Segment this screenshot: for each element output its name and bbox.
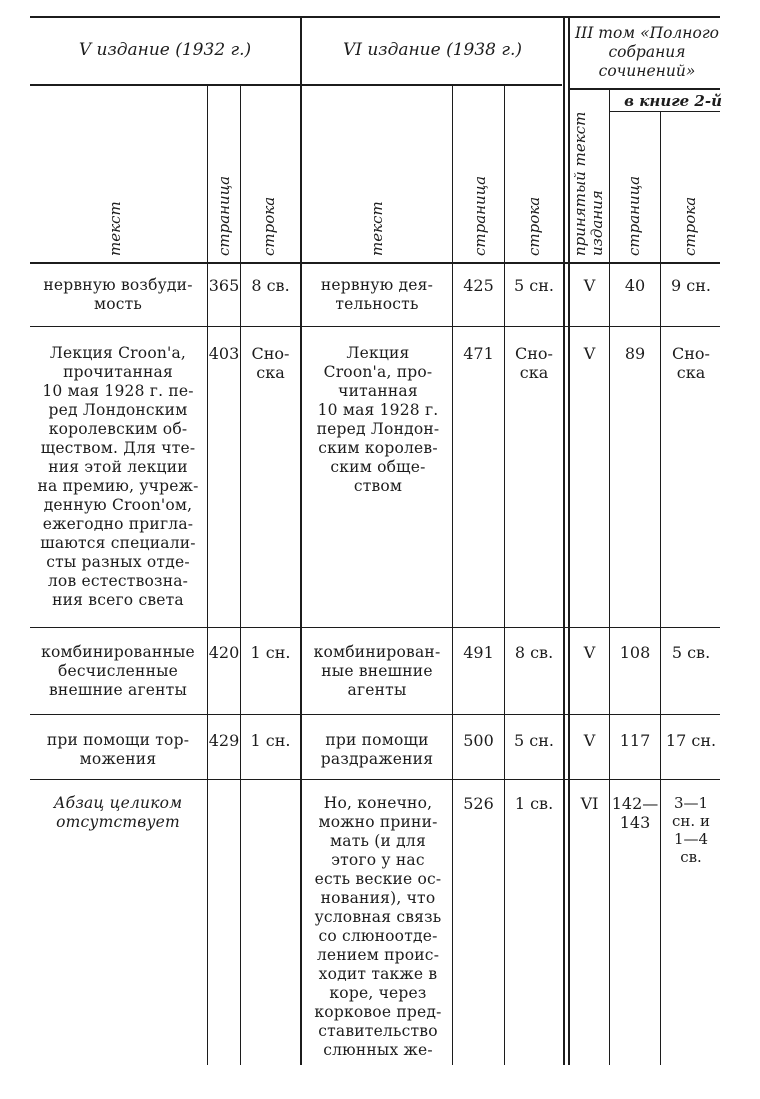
vol3-sub-rule bbox=[610, 111, 720, 112]
col-header-vol-page: страница bbox=[625, 175, 643, 256]
row4-ed6-page: 500 bbox=[463, 731, 494, 750]
row-rule-1 bbox=[30, 326, 720, 327]
col-header-ed6-text: текст bbox=[368, 201, 386, 256]
row1-ed6-page: 425 bbox=[463, 276, 494, 295]
row-rule-4 bbox=[30, 779, 720, 780]
row3-ed5-line: 1 сн. bbox=[250, 643, 291, 662]
row2-ed6-line: Сно- ска bbox=[515, 344, 553, 382]
col-header-ed5-page: страница bbox=[215, 175, 233, 256]
row2-ed6-text: Лекция Croon'a, про- читанная 10 мая 1928 г. перед Лондон- ским королев- ским обще- ством bbox=[316, 344, 440, 495]
row2-ed5-line: Сно- ска bbox=[251, 344, 290, 382]
col-rule-ed5-ed6 bbox=[300, 18, 302, 1065]
col-header-ed5-text: текст bbox=[106, 201, 124, 256]
col-rule-ed6-page bbox=[452, 85, 453, 1065]
row3-ed6-page: 491 bbox=[463, 643, 494, 662]
col-rule-double-a bbox=[563, 18, 565, 1065]
col-header-accepted: принятый текст издания bbox=[571, 111, 606, 256]
row2-ed5-page: 403 bbox=[208, 344, 240, 363]
row-rule-3 bbox=[30, 714, 720, 715]
header-bottom-rule bbox=[30, 262, 720, 264]
row-rule-2 bbox=[30, 627, 720, 628]
row5-ed6-page: 526 bbox=[463, 794, 494, 813]
col-header-ed5-line: строка bbox=[260, 196, 278, 256]
row1-ed5-page: 365 bbox=[208, 276, 240, 295]
col-rule-ed5-page bbox=[207, 85, 208, 1065]
col-rule-vol-page bbox=[609, 89, 610, 1065]
col-header-ed6-page: страница bbox=[471, 175, 489, 256]
row2-vol-page: 89 bbox=[624, 344, 646, 363]
row2-vol-line: Сно- ска bbox=[672, 344, 710, 382]
row3-accepted: V bbox=[583, 643, 596, 662]
row4-vol-page: 117 bbox=[619, 731, 651, 750]
top-rule bbox=[30, 16, 720, 18]
row1-ed6-text: нервную дея- тельность bbox=[320, 276, 434, 313]
row5-ed5-text: Абзац целиком отсутствует bbox=[53, 794, 183, 831]
row4-vol-line: 17 сн. bbox=[665, 731, 717, 750]
row3-ed5-page: 420 bbox=[208, 643, 240, 662]
header-edition-6: VI издание (1938 г.) bbox=[342, 40, 523, 60]
col-rule-vol-line bbox=[660, 111, 661, 1065]
row1-vol-page: 40 bbox=[624, 276, 646, 295]
col-rule-double-b bbox=[568, 18, 570, 1065]
row5-vol-line: 3—1 сн. и 1—4 св. bbox=[672, 794, 710, 866]
row1-ed5-text: нервную возбуди- мость bbox=[43, 276, 193, 313]
row2-ed5-text: Лекция Croon'a, прочитанная 10 мая 1928 г. пе- ред Лондонским королевским об- ществом. Для чте- ния этой лекции на премию, учреж- денную Croon'ом, ежегодно пригла- шаются специали- сты разных отде- лов естествозна- ния всего света bbox=[37, 344, 199, 609]
row3-vol-page: 108 bbox=[619, 643, 651, 662]
row2-accepted: V bbox=[583, 344, 596, 363]
row5-vol-page: 142— 143 bbox=[611, 794, 659, 832]
col-header-vol-line: строка bbox=[681, 196, 699, 256]
row4-ed5-text: при помощи тор- можения bbox=[46, 731, 190, 768]
row4-ed6-line: 5 сн. bbox=[514, 731, 554, 750]
row3-ed6-line: 8 св. bbox=[514, 643, 554, 662]
header-volume-3: III том «Полного собрания сочинений» bbox=[574, 24, 719, 80]
header-group-rule bbox=[30, 84, 562, 86]
row1-ed5-line: 8 св. bbox=[251, 276, 290, 295]
row4-accepted: V bbox=[583, 731, 596, 750]
header-edition-5: V издание (1932 г.) bbox=[78, 40, 252, 60]
row4-ed5-line: 1 сн. bbox=[250, 731, 291, 750]
col-rule-ed5-line bbox=[240, 85, 241, 1065]
header-volume-3-book: в книге 2-й bbox=[624, 92, 722, 110]
row3-vol-line: 5 св. bbox=[671, 643, 711, 662]
col-header-ed6-line: строка bbox=[525, 196, 543, 256]
row4-ed6-text: при помощи раздражения bbox=[320, 731, 434, 768]
row3-ed5-text: комбинированные бесчисленные внешние агенты bbox=[41, 643, 195, 699]
row1-accepted: V bbox=[583, 276, 596, 295]
row3-ed6-text: комбинирован- ные внешние агенты bbox=[313, 643, 441, 699]
row5-ed6-line: 1 св. bbox=[514, 794, 554, 813]
row2-ed6-page: 471 bbox=[463, 344, 494, 363]
col-rule-ed6-line bbox=[504, 85, 505, 1065]
row1-vol-line: 9 сн. bbox=[671, 276, 711, 295]
row1-ed6-line: 5 сн. bbox=[514, 276, 554, 295]
row5-ed6-text: Но, конечно, можно прини- мать (и для этого у нас есть веские ос- нования), что условная связь со слюноотде- лением проис- ходит также в коре, через корковое пред- ставительство слюнных же- bbox=[314, 794, 442, 1059]
row5-accepted: VI bbox=[580, 794, 599, 813]
row4-ed5-page: 429 bbox=[208, 731, 240, 750]
